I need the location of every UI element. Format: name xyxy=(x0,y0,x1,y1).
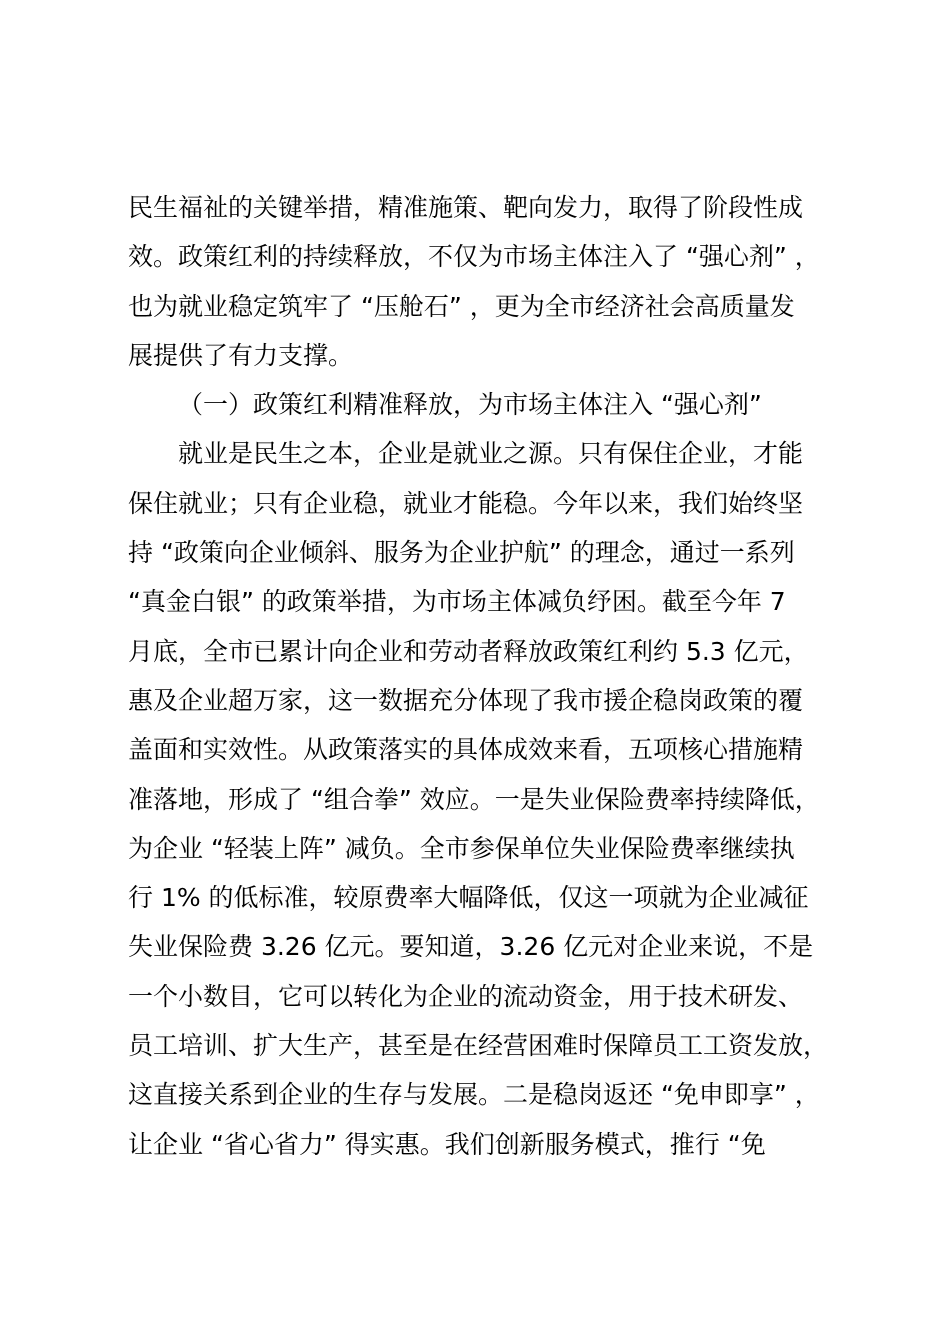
text-line: 为企业 “轻装上阵” 减负。全市参保单位失业保险费率继续执 xyxy=(128,833,795,863)
text-line: 让企业 “省心省力” 得实惠。我们创新服务模式，推行 “免 xyxy=(128,1129,766,1159)
body-text xyxy=(128,183,858,1169)
text-line: 月底，全市已累计向企业和劳动者释放政策红利约 5.3 亿元， xyxy=(128,636,809,666)
text-line: 失业保险费 3.26 亿元。要知道，3.26 亿元对企业来说，不是 xyxy=(128,932,814,962)
text-line: 准落地，形成了 “组合拳” 效应。一是失业保险费率持续降低， xyxy=(128,784,820,814)
text-line: 持 “政策向企业倾斜、服务为企业护航” 的理念，通过一系列 xyxy=(128,538,795,568)
text-line: 效。政策红利的持续释放，不仅为市场主体注入了 “强心剂” ， xyxy=(128,242,820,272)
text-line: 一个小数目，它可以转化为企业的流动资金，用于技术研发、 xyxy=(128,981,804,1011)
text-line: 也为就业稳定筑牢了 “压舱石” ，更为全市经济社会高质量发 xyxy=(128,291,795,321)
text-line: 员工培训、扩大生产，甚至是在经营困难时保障员工工资发放， xyxy=(128,1031,829,1061)
text-line: 这直接关系到企业的生存与发展。二是稳岗返还 “免申即享” ， xyxy=(128,1080,820,1110)
text-line: 盖面和实效性。从政策落实的具体成效来看，五项核心措施精 xyxy=(128,735,804,765)
text-line: 保住就业；只有企业稳，就业才能稳。今年以来，我们始终坚 xyxy=(128,488,804,518)
paragraph-start-line: 就业是民生之本，企业是就业之源。只有保住企业，才能 xyxy=(178,439,804,469)
text-line: 展提供了有力支撑。 xyxy=(128,340,354,370)
text-line: 民生福祉的关键举措，精准施策、靶向发力，取得了阶段性成 xyxy=(128,193,804,222)
text-line: 行 1% 的低标准，较原费率大幅降低，仅这一项就为企业减征 xyxy=(128,883,809,913)
section-heading: （一）政策红利精准释放，为市场主体注入 “强心剂” xyxy=(178,390,762,420)
text-line: “真金白银” 的政策举措，为市场主体减负纾困。截至今年 7 xyxy=(128,587,786,617)
text-line: 惠及企业超万家，这一数据充分体现了我市援企稳岗政策的覆 xyxy=(128,685,804,715)
